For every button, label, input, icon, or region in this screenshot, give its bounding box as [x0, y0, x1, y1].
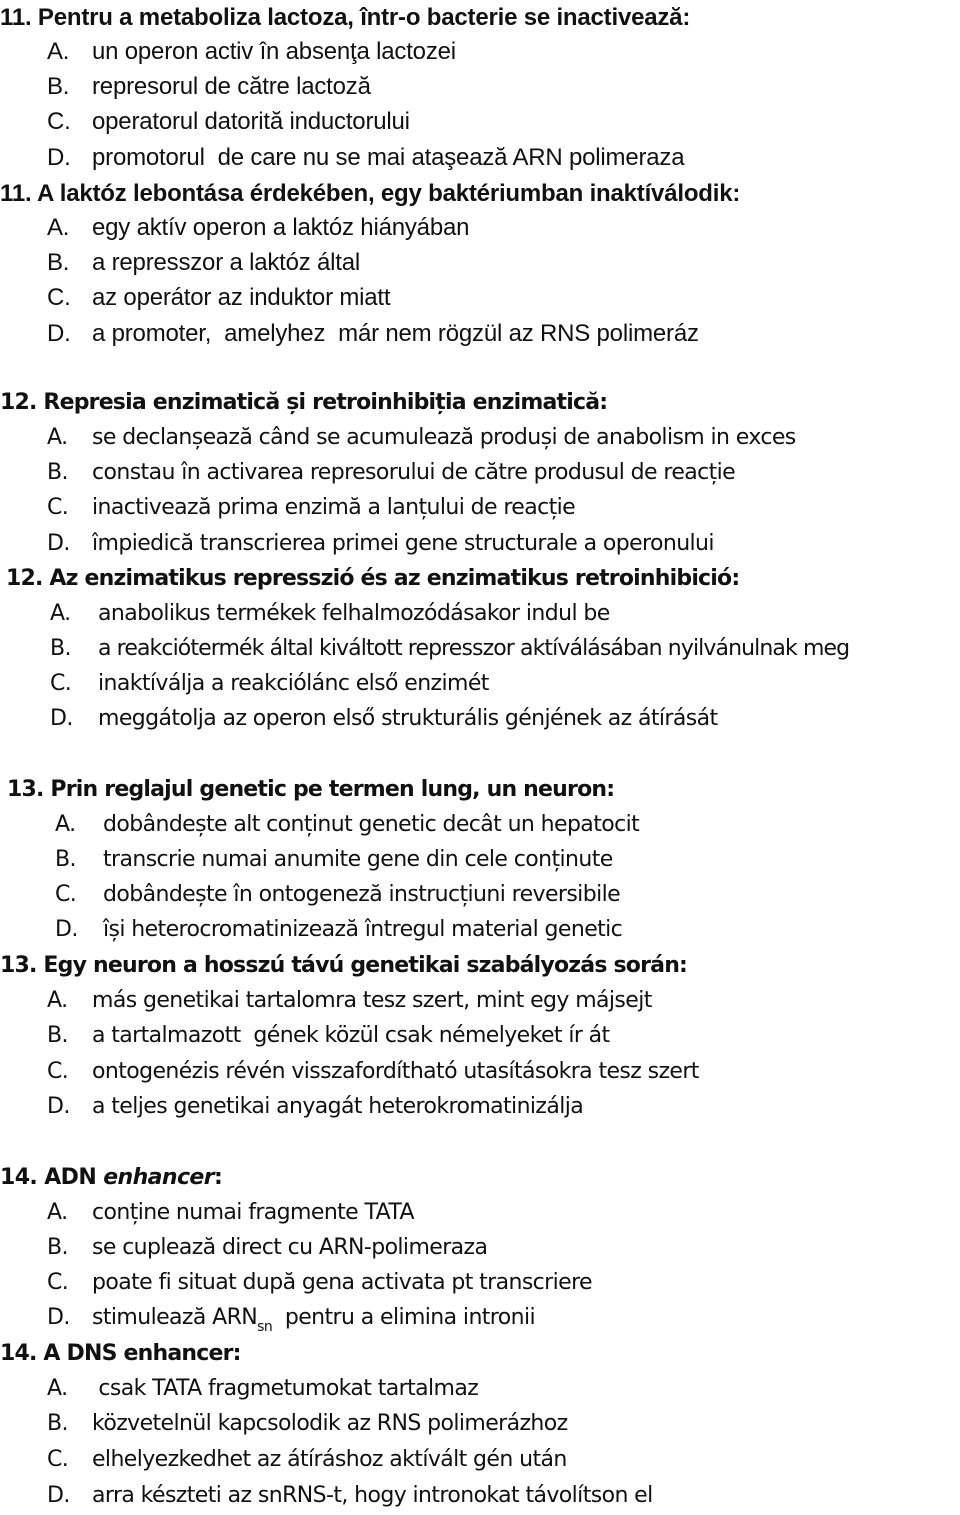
- answer-option: [47, 1202, 414, 1224]
- option-letter: B.: [47, 1235, 68, 1260]
- option-text: represorul de către lactoză: [92, 73, 371, 100]
- answer-option: [47, 1096, 583, 1118]
- option-text: se declanșează când se acumulează produși de anabolism in exces: [92, 425, 796, 450]
- answer-option: [55, 814, 639, 836]
- answer-option: [47, 1413, 568, 1435]
- answer-option: [47, 1061, 699, 1083]
- option-letter: C.: [47, 495, 69, 520]
- answer-option: [47, 75, 371, 99]
- question-title: 13. Prin reglajul genetic pe termen lung, un neuron:: [7, 777, 615, 802]
- option-text: promotorul de care nu se mai ataşează ARN polimeraza: [92, 144, 685, 171]
- option-letter: C.: [55, 882, 77, 907]
- option-text: un operon activ în absenţa lactozei: [92, 38, 456, 65]
- option-text: [92, 1305, 535, 1335]
- answer-option: [50, 708, 718, 730]
- option-letter: A.: [47, 988, 68, 1013]
- option-letter: A.: [47, 1376, 68, 1401]
- answer-option: [50, 673, 489, 695]
- option-letter: A.: [47, 38, 70, 65]
- option-letter: D.: [47, 1483, 70, 1508]
- option-text: a promoter, amelyhez már nem rögzül az RNS polimeráz: [92, 320, 699, 347]
- option-text: más genetikai tartalomra tesz szert, mint egy májsejt: [92, 988, 652, 1013]
- option-letter: C.: [50, 671, 72, 696]
- option-text-rest: pentru a elimina intronii: [272, 1305, 535, 1330]
- option-letter: A.: [50, 601, 71, 626]
- answer-option: [47, 1449, 567, 1471]
- option-letter: D.: [47, 1305, 70, 1330]
- answer-option: [55, 849, 613, 871]
- option-text: transcrie numai anumite gene din cele conținute: [103, 847, 613, 872]
- option-letter: B.: [47, 73, 70, 100]
- question-title: 12. Az enzimatikus represszió és az enzimatikus retroinhibició:: [6, 566, 740, 591]
- option-text: ontogenézis révén visszafordítható utasításokra tesz szert: [92, 1059, 699, 1084]
- option-letter: C.: [47, 108, 71, 135]
- question-title-suffix: :: [213, 1165, 223, 1190]
- option-letter: C.: [47, 1270, 69, 1295]
- option-text: inactivează prima enzimă a lanțului de reacție: [92, 495, 576, 520]
- option-letter: B.: [55, 847, 76, 872]
- question-title: 14. A DNS enhancer:: [0, 1341, 241, 1366]
- option-text: közvetelnül kapcsolodik az RNS polimerázhoz: [92, 1411, 568, 1436]
- option-text: elhelyezkedhet az átíráshoz aktívált gén után: [92, 1447, 567, 1472]
- option-text: arra készteti az snRNS-t, hogy intronokat távolítson el: [92, 1483, 653, 1508]
- option-text: poate fi situat după gena activata pt transcriere: [92, 1270, 592, 1295]
- option-text: a teljes genetikai anyagát heterokromatinizálja: [92, 1094, 584, 1119]
- option-letter: C.: [47, 284, 71, 311]
- answer-option: [47, 146, 684, 170]
- answer-option: [47, 40, 456, 64]
- question-title: 12. Represia enzimatică și retroinhibiția enzimatică:: [0, 390, 608, 415]
- question-title-emphasis: enhancer: [103, 1165, 214, 1190]
- question-title: 13. Egy neuron a hosszú távú genetikai szabályozás során:: [0, 953, 688, 978]
- option-letter: D.: [47, 144, 71, 171]
- answer-option: [47, 990, 652, 1012]
- answer-option: [47, 1378, 478, 1400]
- option-letter: D.: [47, 1094, 70, 1119]
- answer-option: [47, 497, 575, 519]
- option-text: dobândește alt conținut genetic decât un hepatocit: [103, 812, 640, 837]
- answer-option: [47, 216, 469, 240]
- option-text: a tartalmazott gének közül csak némelyeket ír át: [92, 1023, 610, 1048]
- option-text-main: stimulează ARN: [92, 1305, 258, 1330]
- option-letter: D.: [55, 917, 78, 942]
- option-text-subscript: sn: [257, 1319, 273, 1335]
- question-title: 11. A laktóz lebontása érdekében, egy baktériumban inaktíválodik:: [0, 180, 741, 207]
- option-text: își heterocromatinizează întregul material genetic: [103, 917, 623, 942]
- answer-option: [47, 462, 735, 484]
- option-text: împiedică transcrierea primei gene structurale a operonului: [92, 531, 714, 556]
- answer-option: [50, 603, 610, 625]
- option-text: anabolikus termékek felhalmozódásakor indul be: [98, 601, 610, 626]
- option-text: az operátor az induktor miatt: [92, 284, 391, 311]
- question-title: 11. Pentru a metaboliza lactoza, într-o bacterie se inactivează:: [0, 4, 691, 31]
- option-text: egy aktív operon a laktóz hiányában: [92, 214, 470, 241]
- option-letter: B.: [47, 460, 68, 485]
- option-text: se cuplează direct cu ARN-polimeraza: [92, 1235, 488, 1260]
- option-letter: A.: [47, 1200, 68, 1225]
- answer-option: [47, 427, 796, 449]
- option-text: a represszor a laktóz által: [92, 249, 361, 276]
- option-letter: A.: [55, 812, 76, 837]
- answer-option: [47, 1485, 653, 1507]
- option-letter: B.: [47, 1411, 68, 1436]
- answer-option: [47, 286, 390, 310]
- option-text: csak TATA fragmetumokat tartalmaz: [92, 1376, 479, 1401]
- answer-option: [47, 1025, 610, 1047]
- option-letter: A.: [47, 214, 70, 241]
- option-letter: D.: [47, 320, 71, 347]
- question-title-prefix: 14. ADN: [0, 1165, 104, 1190]
- answer-option: [55, 884, 620, 906]
- option-text: constau în activarea represorului de către produsul de reacție: [92, 460, 736, 485]
- option-letter: B.: [50, 636, 71, 661]
- answer-option: [47, 1272, 592, 1294]
- answer-option: [47, 251, 360, 275]
- option-letter: B.: [47, 249, 70, 276]
- answer-option: [47, 533, 714, 555]
- option-letter: D.: [47, 531, 70, 556]
- option-letter: C.: [47, 1447, 69, 1472]
- answer-option: [47, 322, 699, 346]
- option-text: inaktíválja a reakciólánc első enzimét: [98, 671, 489, 696]
- option-text: operatorul datorită inductorului: [92, 108, 410, 135]
- option-text: dobândește în ontogeneză instrucțiuni reversibile: [103, 882, 621, 907]
- question-title: [0, 1167, 222, 1189]
- answer-option: [50, 638, 849, 660]
- option-letter: B.: [47, 1023, 68, 1048]
- answer-option: [55, 919, 622, 941]
- answer-option: [47, 1237, 487, 1259]
- option-text: meggátolja az operon első strukturális génjének az átírását: [98, 706, 718, 731]
- option-letter: D.: [50, 706, 73, 731]
- answer-option: [47, 1305, 535, 1335]
- option-text: a reakciótermék által kiváltott represszor aktíválásában nyilvánulnak meg: [98, 636, 850, 661]
- option-letter: A.: [47, 425, 68, 450]
- option-text: conține numai fragmente TATA: [92, 1200, 414, 1225]
- answer-option: [47, 110, 410, 134]
- option-letter: C.: [47, 1059, 69, 1084]
